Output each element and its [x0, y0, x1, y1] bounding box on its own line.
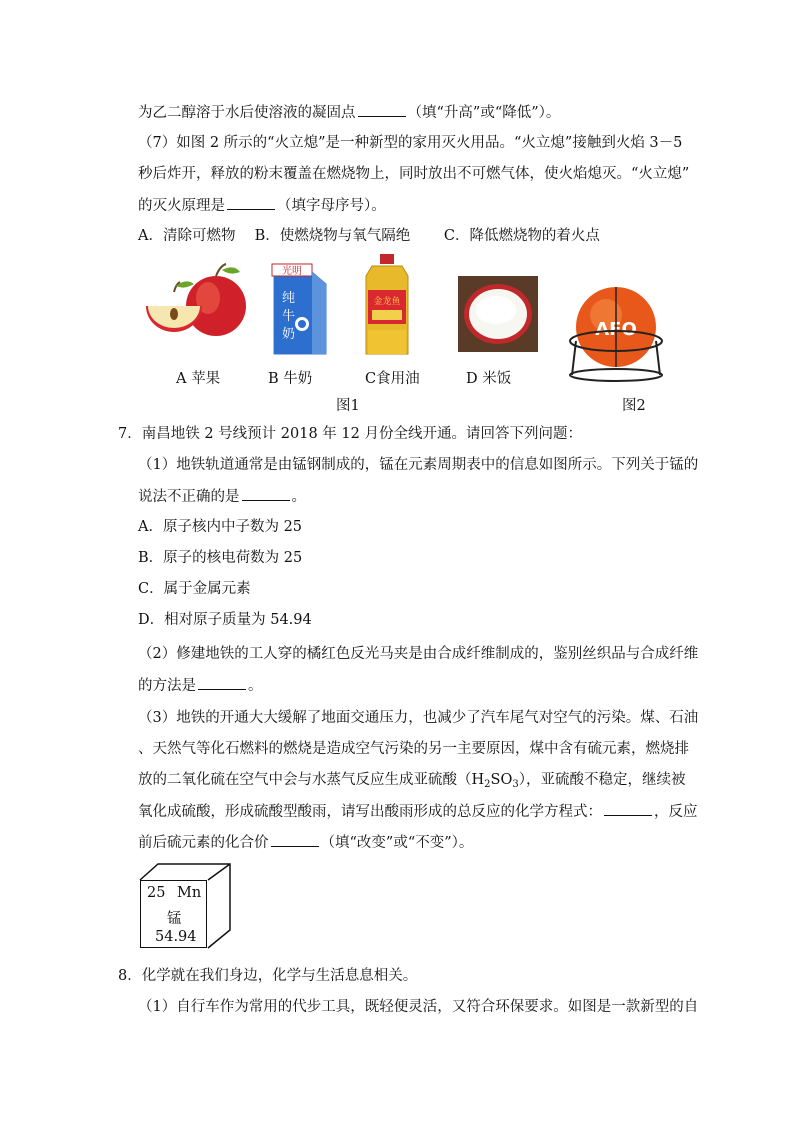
text-segment: 。 — [291, 489, 306, 505]
text-line: （1）自行车作为常用的代步工具，既轻便灵活，又符合环保要求。如图是一款新型的自 — [138, 999, 699, 1015]
text-line: （2）修建地铁的工人穿的橘红色反光马夹是由合成纤维制成的，鉴别丝织品与合成纤维 — [138, 646, 699, 662]
text-segment: （填“升高”或“降低”）。 — [407, 105, 561, 121]
text-segment: 的方法是 — [138, 678, 196, 694]
atomic-number: 25 — [147, 885, 166, 901]
svg-text:牛: 牛 — [282, 309, 296, 324]
answer-blank[interactable] — [358, 102, 406, 117]
milk-brand-text: 光明 — [282, 266, 302, 277]
text-line — [138, 832, 473, 853]
text-line: （7）如图 2 所示的“火立熄”是一种新型的家用灭火用品。“火立熄”接触到火焰 3－5 — [138, 135, 683, 151]
option-b: B．原子的核电荷数为 25 — [138, 550, 303, 566]
option-c: C．属于金属元素 — [138, 581, 251, 597]
question-8-title: 8．化学就在我们身边，化学与生活息息相关。 — [118, 968, 418, 984]
subscript: 3 — [512, 779, 519, 790]
text-line: （3）地铁的开通大大缓解了地面交通压力，也减少了汽车尾气对空气的污染。煤、石油 — [138, 710, 699, 726]
caption-oil: C食用油 — [365, 371, 420, 387]
text-line: 秒后炸开，释放的粉末覆盖在燃烧物上，同时放出不可燃气体，使火焰熄灭。“火立熄” — [138, 166, 690, 182]
text-line: （1）地铁轨道通常是由锰钢制成的，锰在元素周期表中的信息如图所示。下列关于锰的 — [138, 457, 699, 473]
answer-blank[interactable] — [227, 195, 275, 210]
subscript: 2 — [484, 779, 491, 790]
option-a: A．原子核内中子数为 25 — [138, 519, 303, 535]
element-symbol: Mn — [177, 885, 202, 901]
atomic-mass: 54.94 — [155, 929, 197, 945]
text-segment: ），亚硫酸不稳定，继续被 — [518, 772, 686, 788]
question-7-title: 7．南昌地铁 2 号线预计 2018 年 12 月份全线开通。请回答下列问题： — [118, 426, 582, 442]
caption-milk: B 牛奶 — [268, 371, 313, 387]
element-card — [140, 880, 207, 948]
text-segment: （填“改变”或“不变”）。 — [320, 835, 474, 851]
answer-blank[interactable] — [242, 486, 290, 501]
answer-blank[interactable] — [604, 801, 652, 816]
text-segment: SO — [490, 772, 513, 788]
element-name: 锰 — [167, 911, 182, 927]
text-segment: 放的二氧化硫在空气中会与水蒸气反应生成亚硫酸（H — [138, 772, 485, 788]
text-segment: 。 — [248, 678, 263, 694]
figure1-label: 图1 — [336, 398, 360, 414]
answer-blank[interactable] — [271, 832, 319, 847]
text-segment: 氧化成硫酸，形成硫酸型酸雨，请写出酸雨形成的总反应的化学方程式： — [138, 804, 602, 820]
text-segment: 前后硫元素的化合价 — [138, 835, 269, 851]
cooking-oil-image — [362, 254, 412, 358]
text-line — [138, 102, 560, 123]
text-line: 、天然气等化石燃料的燃烧是造成空气污染的另一主要原因，煤中含有硫元素，燃烧排 — [138, 741, 689, 757]
caption-apple: A 苹果 — [176, 371, 221, 387]
svg-text:纯: 纯 — [282, 291, 296, 306]
options-line: A．清除可燃物 B．使燃烧物与氧气隔绝 C．降低燃烧物的着火点 — [138, 228, 600, 244]
text-line — [138, 801, 698, 822]
text-segment: （填字母序号）。 — [277, 198, 386, 214]
text-segment: 的灭火原理是 — [138, 198, 225, 214]
ball-text: AFO — [595, 319, 637, 340]
rice-bowl-image — [458, 276, 538, 352]
text-segment: 说法不正确的是 — [138, 489, 240, 505]
figure2-label: 图2 — [622, 398, 646, 414]
text-line — [138, 770, 685, 795]
fire-ball-image — [566, 283, 666, 383]
milk-carton-image — [268, 262, 332, 356]
oil-brand-text: 金龙鱼 — [373, 297, 401, 307]
caption-rice: D 米饭 — [466, 371, 512, 387]
option-d: D．相对原子质量为 54.94 — [138, 612, 312, 628]
answer-blank[interactable] — [198, 675, 246, 690]
apple-image — [138, 262, 250, 342]
text-line — [138, 195, 386, 216]
text-segment: 为乙二醇溶于水后使溶液的凝固点 — [138, 105, 356, 121]
text-segment: ，反应 — [654, 804, 698, 820]
text-line — [138, 675, 263, 696]
text-line — [138, 486, 306, 507]
svg-text:奶: 奶 — [282, 327, 296, 342]
